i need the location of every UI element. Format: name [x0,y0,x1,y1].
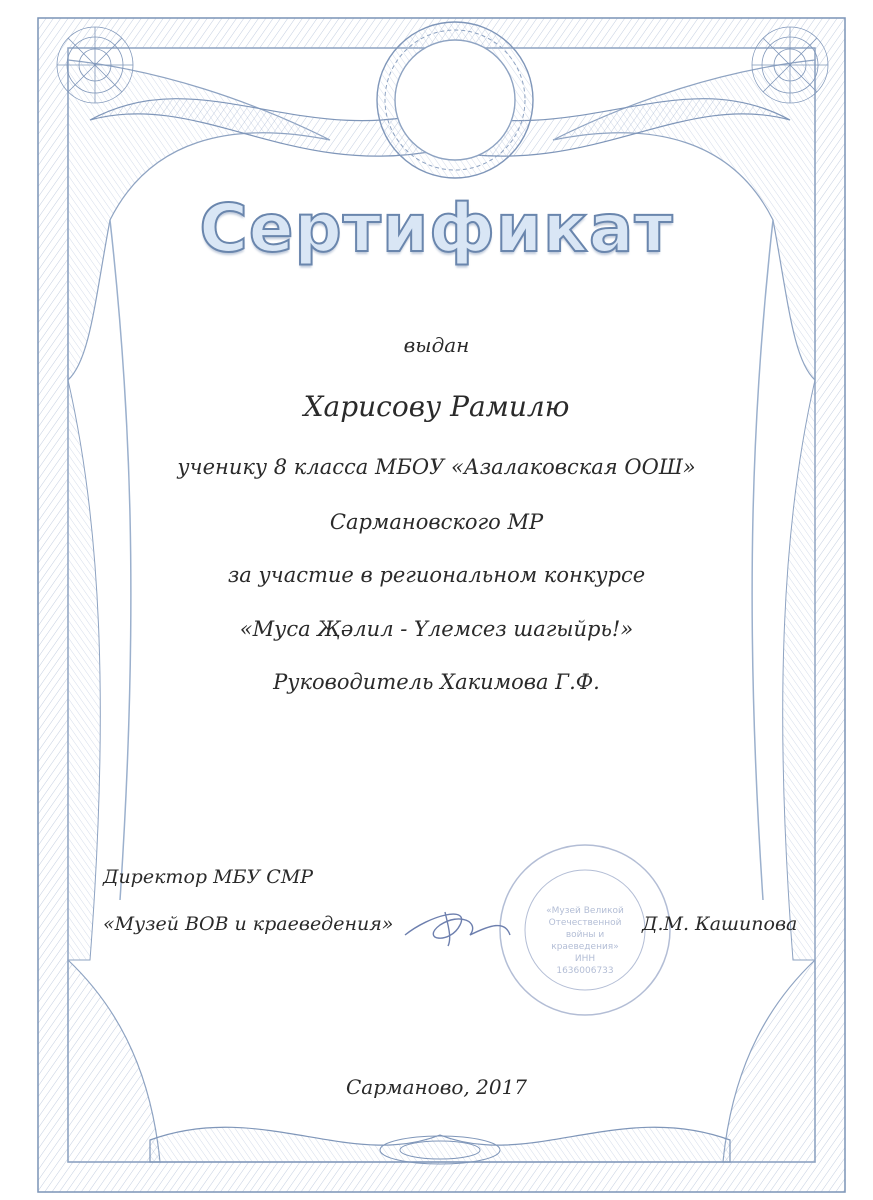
corner-rosette-top-left [57,27,133,103]
bottom-left-fan [68,960,160,1162]
signatory-position: Директор МБУ СМР [103,866,314,888]
student-line: ученику 8 класса МБОУ «Азалаковская ООШ» [177,455,696,479]
top-medallion [377,22,533,178]
left-inner-curve [110,220,131,900]
stamp-line-4: краеведения» [551,942,619,952]
reason-line: за участие в региональном конкурсе [227,563,646,587]
region-line: Сармановского МР [329,510,544,534]
stamp-line-3: войны и [565,930,605,940]
certificate-title: Сертификат [199,190,674,267]
stamp-line-5: ИНН [574,954,596,964]
bottom-right-fan [723,960,815,1162]
signatory-name: Д.М. Кашипова [642,913,798,935]
stamp-line-6: 1636006733 [556,966,614,976]
right-inner-curve [752,220,773,900]
supervisor-line: Руководитель Хакимова Г.Ф. [273,670,600,694]
stamp-line-1: «Музей Великой [546,906,624,916]
handwritten-signature [405,912,510,946]
place-date: Сарманово, 2017 [345,1075,528,1099]
signatory-organization: «Музей ВОВ и краеведения» [103,913,394,935]
corner-rosette-top-right [752,27,828,103]
issued-label: выдан [403,333,470,357]
bottom-ribbon [150,1127,730,1162]
contest-line: «Муса Җәлил - Үлемсез шагыйрь!» [239,617,634,641]
stamp-line-2: Отечественной [548,918,622,928]
recipient-name: Харисову Рамилю [303,390,570,423]
